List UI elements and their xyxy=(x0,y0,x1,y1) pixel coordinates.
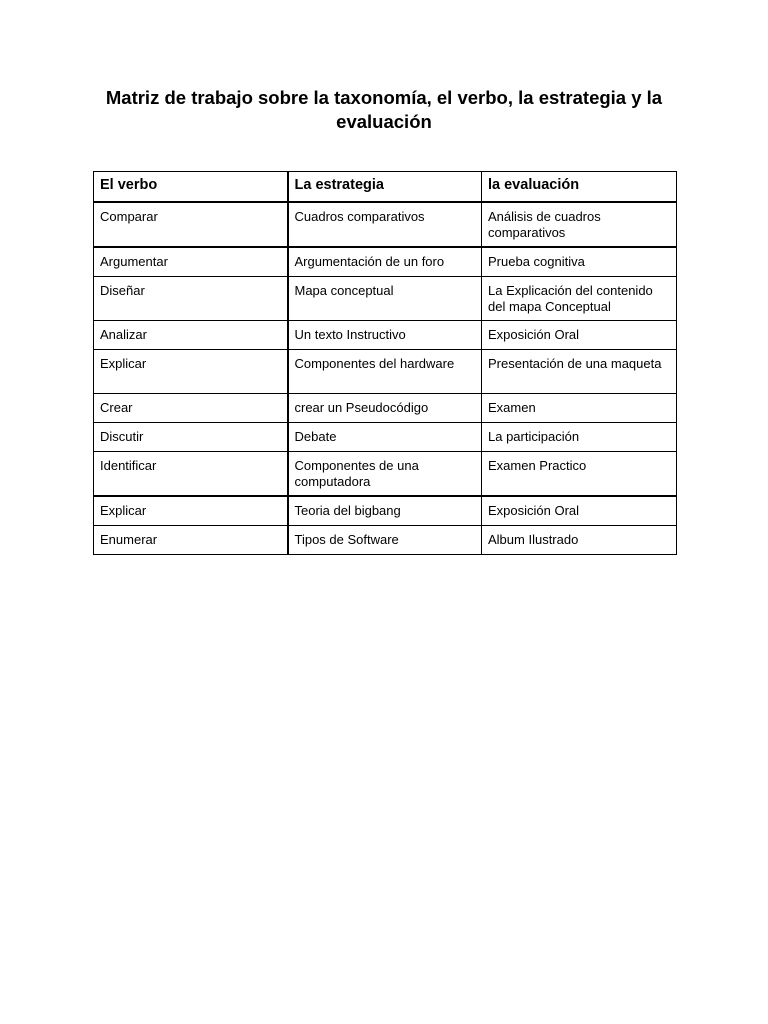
table-row xyxy=(94,452,677,497)
verb-cell: Enumerar xyxy=(94,526,288,555)
verb-cell: Identificar xyxy=(94,452,288,497)
strategy-cell: Argumentación de un foro xyxy=(288,247,482,277)
table-row xyxy=(94,277,677,321)
evaluation-cell: Análisis de cuadros comparativos xyxy=(482,202,677,247)
verb-cell: Diseñar xyxy=(94,277,288,321)
strategy-cell: Un texto Instructivo xyxy=(288,321,482,350)
table-row xyxy=(94,350,677,394)
strategy-cell: Mapa conceptual xyxy=(288,277,482,321)
strategy-cell: Teoria del bigbang xyxy=(288,496,482,526)
table-row xyxy=(94,423,677,452)
table-row xyxy=(94,321,677,350)
verb-cell: Comparar xyxy=(94,202,288,247)
evaluation-cell: Exposición Oral xyxy=(482,321,677,350)
evaluation-cell: Prueba cognitiva xyxy=(482,247,677,277)
verb-cell: Argumentar xyxy=(94,247,288,277)
evaluation-cell: Presentación de una maqueta xyxy=(482,350,677,394)
evaluation-cell: Examen xyxy=(482,394,677,423)
evaluation-cell: Examen Practico xyxy=(482,452,677,497)
header-verb: El verbo xyxy=(94,172,288,203)
table-row xyxy=(94,247,677,277)
strategy-cell: crear un Pseudocódigo xyxy=(288,394,482,423)
evaluation-cell: Exposición Oral xyxy=(482,496,677,526)
verb-cell: Explicar xyxy=(94,350,288,394)
page-title: Matriz de trabajo sobre la taxonomía, el verbo, la estrategia y la evaluación xyxy=(105,87,663,132)
strategy-cell: Tipos de Software xyxy=(288,526,482,555)
table-row xyxy=(94,496,677,526)
header-strategy: La estrategia xyxy=(288,172,482,203)
strategy-cell: Cuadros comparativos xyxy=(288,202,482,247)
evaluation-cell: La Explicación del contenido del mapa Conceptual xyxy=(482,277,677,321)
evaluation-cell: Album Ilustrado xyxy=(482,526,677,555)
verb-cell: Crear xyxy=(94,394,288,423)
header-evaluation: la evaluación xyxy=(482,172,677,203)
table-row xyxy=(94,394,677,423)
verb-cell: Discutir xyxy=(94,423,288,452)
table-row xyxy=(94,202,677,247)
strategy-cell: Componentes de una computadora xyxy=(288,452,482,497)
taxonomy-matrix-table xyxy=(93,171,677,555)
strategy-cell: Debate xyxy=(288,423,482,452)
table-row xyxy=(94,526,677,555)
table-header-row xyxy=(94,172,677,203)
evaluation-cell: La participación xyxy=(482,423,677,452)
strategy-cell: Componentes del hardware xyxy=(288,350,482,394)
verb-cell: Analizar xyxy=(94,321,288,350)
verb-cell: Explicar xyxy=(94,496,288,526)
